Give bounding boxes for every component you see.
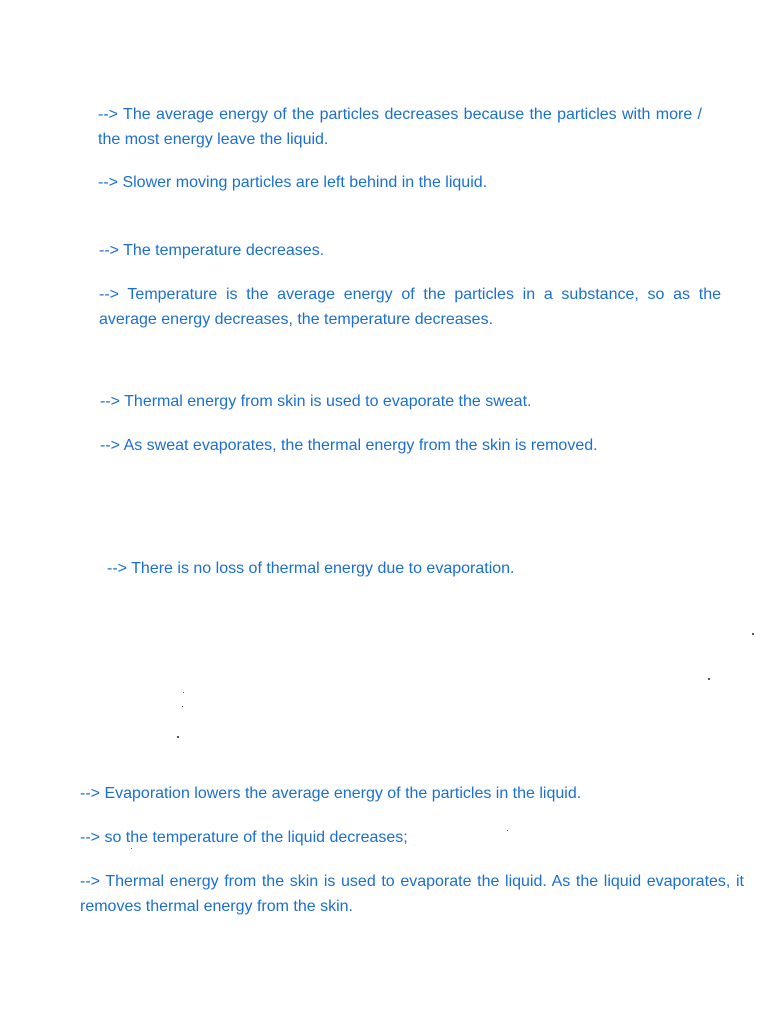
answer-line-temperature-definition: --> Temperature is the average energy of the particles in a substance, so as the average energy decreases, the temperature decreases. [99, 286, 721, 328]
answer-line-sweat-evaporates: --> As sweat evaporates, the thermal energy from the skin is removed. [100, 437, 598, 454]
stray-dot [131, 848, 132, 849]
answer-line-no-loss: --> There is no loss of thermal energy due to evaporation. [107, 560, 515, 577]
answer-line-slower-particles: --> Slower moving particles are left behind in the liquid. [98, 174, 488, 191]
stray-dot [182, 706, 183, 707]
stray-dot [507, 830, 508, 831]
stray-dot [752, 633, 754, 635]
answer-line-liquid-temperature: --> so the temperature of the liquid decreases; [80, 829, 408, 846]
stray-dot [177, 736, 179, 738]
answer-line-average-energy: --> The average energy of the particles decreases because the particles with more / the most energy leave the liquid. [98, 106, 702, 148]
answer-line-temperature-decreases: --> The temperature decreases. [99, 242, 325, 259]
answer-line-thermal-energy-skin: --> Thermal energy from the skin is used to evaporate the liquid. As the liquid evaporates, it removes thermal energy from the skin. [80, 873, 744, 915]
answer-line-evaporation-lowers: --> Evaporation lowers the average energy of the particles in the liquid. [80, 785, 582, 802]
stray-dot [183, 692, 184, 693]
stray-dot [708, 678, 710, 680]
answer-line-thermal-energy-sweat: --> Thermal energy from skin is used to evaporate the sweat. [100, 393, 532, 410]
